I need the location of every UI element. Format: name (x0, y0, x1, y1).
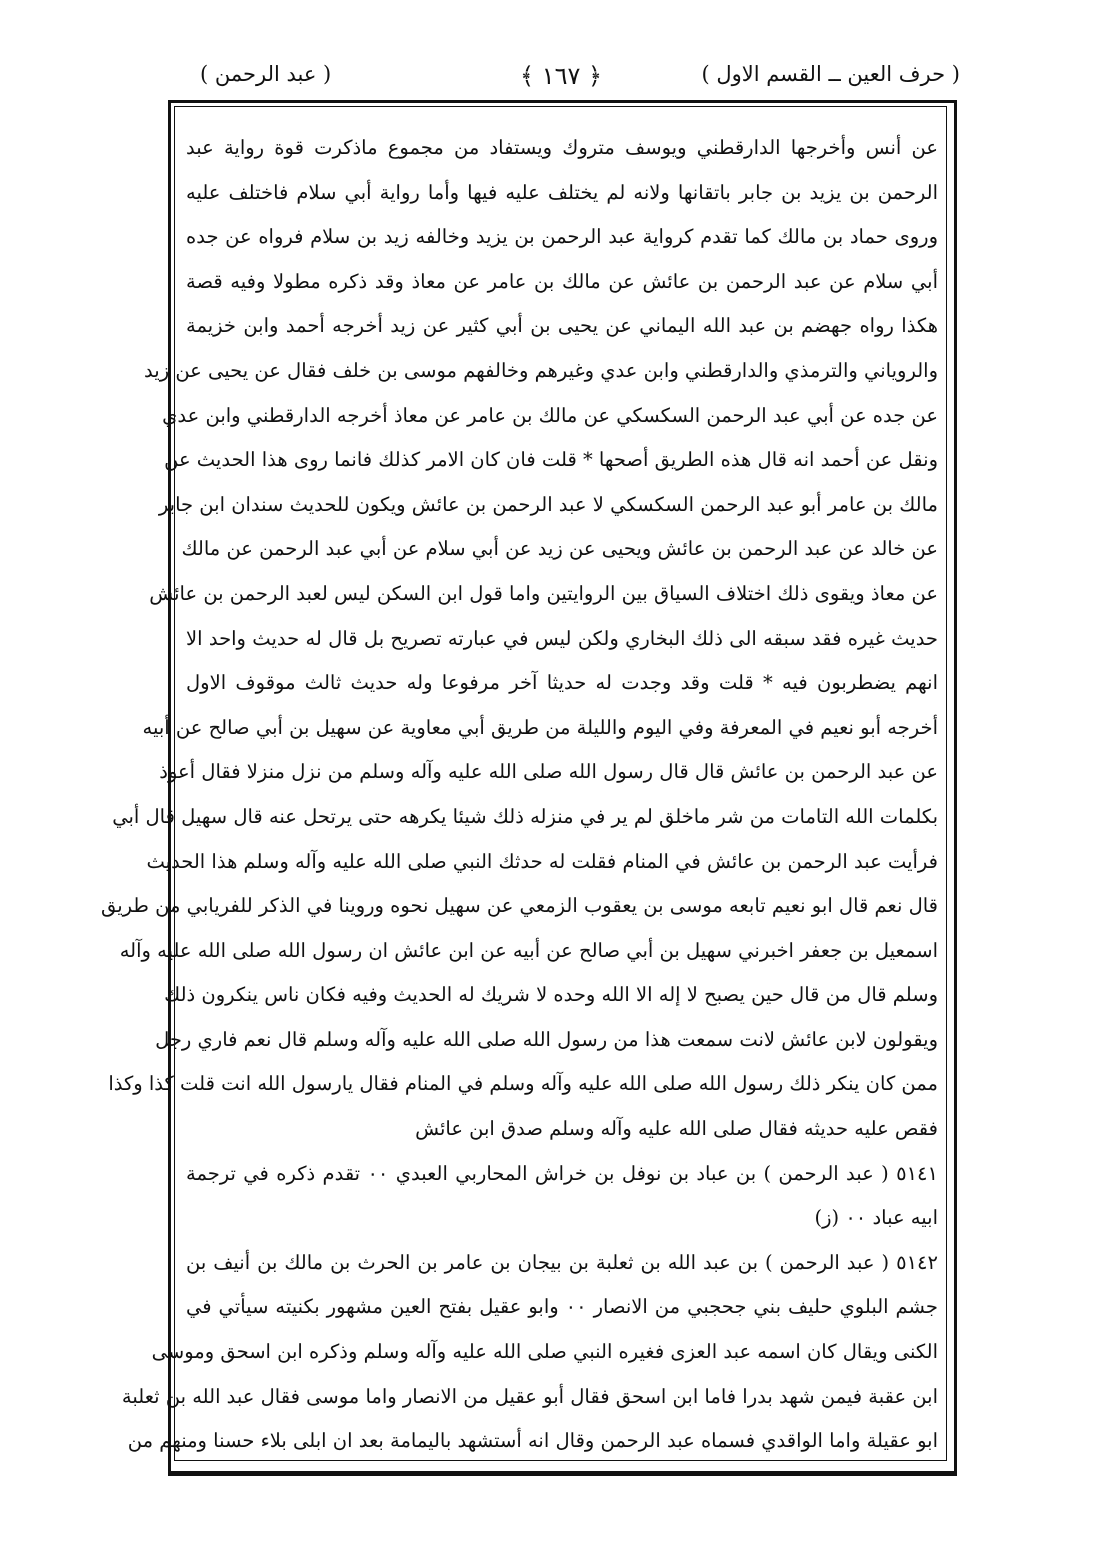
text-line: عن خالد عن عبد الرحمن بن عائش ويحيى عن زيد عن أبي سلام عن أبي عبد الرحمن عن مالك (181, 537, 938, 561)
text-line: عن أنس وأخرجها الدارقطني ويوسف متروك ويستفاد من مجموع ماذكرت قوة رواية عبد (186, 136, 938, 159)
text-line: والروياني والترمذي والدارقطني وابن عدي وغيرهم وخالفهم موسى بن خلف فقال عن يحيى عن زيد (144, 358, 938, 382)
text-line: وسلم قال من قال حين يصبح لا إله الا الله وحده لا شريك له الحديث وفيه فكان ناس ينكرون ذلك (164, 983, 938, 1007)
text-line: ويقولون لابن عائش لانت سمعت هذا من رسول الله صلى الله عليه وآله وسلم قال نعم فاري رجل (155, 1027, 938, 1051)
text-line: ٥١٤١ ( عبد الرحمن ) بن عباد بن نوفل بن خراش المحاربي العبدي ٠٠ تقدم ذكره في ترجمة (186, 1161, 938, 1185)
text-line: ابو عقيلة واما الواقدي فسماه عبد الرحمن وقال انه أستشهد باليمامة بعد ان ابلى بلاء حسنا ومنهم من (127, 1429, 938, 1453)
text-line: فقص عليه حديثه فقال صلى الله عليه وآله وسلم صدق ابن عائش (415, 1117, 938, 1141)
text-line: وروى حماد بن مالك كما تقدم كرواية عبد الرحمن بن يزيد وخالفه زيد بن سلام فرواه عن جده (186, 225, 938, 249)
text-line: الكنى ويقال كان اسمه عبد العزى فغيره النبي صلى الله عليه وآله وسلم وذكره ابن اسحق وموسى (151, 1340, 938, 1364)
running-head-section: ( حرف العين ــ القسم الاول ) (701, 62, 960, 86)
text-line: مالك بن عامر أبو عبد الرحمن السكسكي لا عبد الرحمن بن عائش ويكون للحديث سندان ابن جابر (158, 492, 938, 516)
page-number: ﴿ ١٦٧ ﴾ (520, 62, 603, 90)
text-line: قال نعم قال ابو نعيم تابعه موسى بن يعقوب الزمعي عن سهيل نحوه وروينا في الذكر للفريابي من طريق (100, 894, 938, 918)
page-body-text (100, 128, 938, 1466)
text-line: بكلمات الله التامات من شر ماخلق لم ير في منزله ذلك شيئا يكرهه حتى يرتحل عنه قال سهيل قال أبي (112, 804, 938, 828)
text-line: ممن كان ينكر ذلك رسول الله صلى الله عليه وآله وسلم في المنام فقال يارسول الله انت قلت كذا وكذا (108, 1072, 938, 1096)
text-line: حديث غيره فقد سبقه الى ذلك البخاري ولكن ليس في عبارته تصريح بل قال له حديث واحد الا (186, 626, 938, 650)
text-line: ٥١٤٢ ( عبد الرحمن ) بن عبد الله بن ثعلبة بن بيجان بن عامر بن الحرث بن مالك بن أنيف بن (186, 1250, 938, 1274)
text-line: عن عبد الرحمن بن عائش قال قال رسول الله صلى الله عليه وآله وسلم من نزل منزلا فقال أعوذ (159, 760, 938, 784)
text-line: هكذا رواه جهضم بن عبد الله اليماني عن يحيى بن أبي كثير عن زيد أخرجه أحمد وابن خزيمة (186, 314, 938, 338)
text-line: ابن عقبة فيمن شهد بدرا فاما ابن اسحق فقال أبو عقيل من الانصار واما موسى فقال عبد الله بن ثعلبة (121, 1384, 938, 1408)
text-line: عن معاذ ويقوى ذلك اختلاف السياق بين الروايتين واما قول ابن السكن ليس لعبد الرحمن بن عائش (149, 581, 938, 605)
text-line: فرأيت عبد الرحمن بن عائش في المنام فقلت له حدثك النبي صلى الله عليه وآله وسلم هذا الحديث (146, 849, 938, 873)
running-head-entry: ( عبد الرحمن ) (200, 62, 332, 86)
text-line: ونقل عن أحمد انه قال هذه الطريق أصحها * قلت فان كان الامر كذلك فانما روى هذا الحديث عن (164, 448, 938, 472)
text-line: عن جده عن أبي عبد الرحمن السكسكي عن مالك بن عامر عن معاذ أخرجه الدارقطني وابن عدي (162, 403, 938, 427)
text-line: أبي سلام عن عبد الرحمن بن عائش عن مالك بن عامر عن معاذ وقد ذكره مطولا وفيه قصة (186, 269, 938, 293)
text-line: الرحمن بن يزيد بن جابر باتقانها ولانه لم يختلف عليه فيها وأما رواية أبي سلام فاختلف عليه (186, 180, 938, 204)
text-line: اسمعيل بن جعفر اخبرني سهيل بن أبي صالح عن أبيه عن ابن عائش ان رسول الله صلى الله عليه وآله (119, 938, 938, 962)
text-line: ابيه عباد ٠٠ (ز) (814, 1206, 938, 1230)
text-line: انهم يضطربون فيه * قلت وقد وجدت له حديثا آخر مرفوعا وله حديث ثالث موقوف الاول (186, 671, 938, 695)
text-line: أخرجه أبو نعيم في المعرفة وفي اليوم والليلة من طريق أبي معاوية عن سهيل بن أبي صالح عن أبيه (142, 715, 938, 739)
text-line: جشم البلوي حليف بني جحجبي من الانصار ٠٠ وابو عقيل بفتح العين مشهور بكنيته سيأتي في (186, 1295, 938, 1319)
